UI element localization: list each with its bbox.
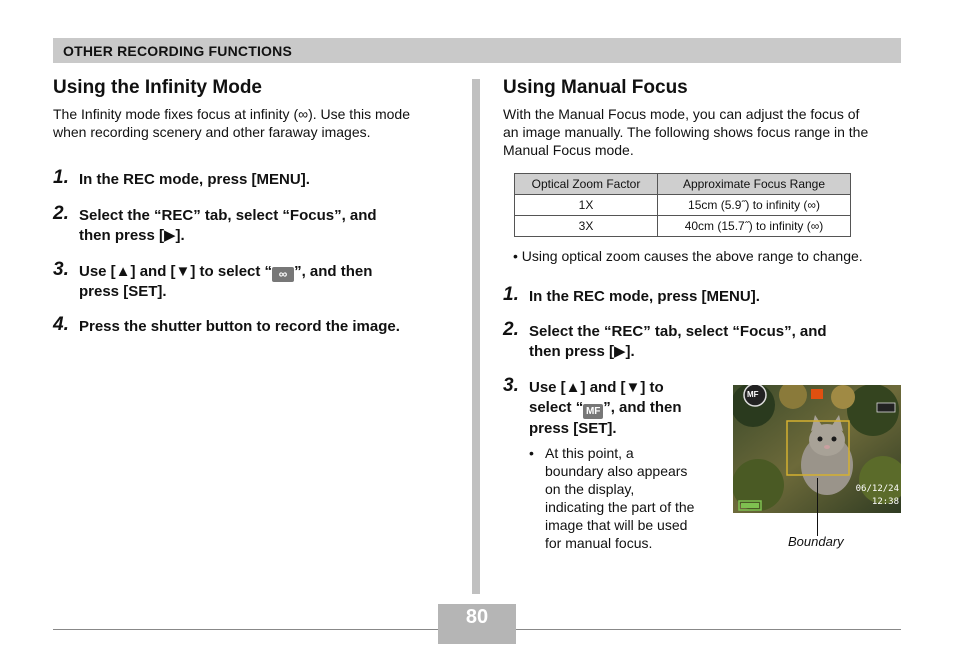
manual-step-3: 3. Use [▲] and [▼] to select “ MF ”, and then press [SET]. <box>503 375 682 437</box>
infinity-mode-section <box>53 76 453 335</box>
table-cell: 3X <box>515 216 658 237</box>
section-header-bar <box>53 38 901 63</box>
focus-range-table <box>514 173 851 237</box>
table-cell: 40cm (15.7˝) to infinity (∞) <box>658 216 851 237</box>
table-row <box>515 195 851 216</box>
infinity-mode-intro: The Infinity mode fixes focus at infinity (∞). Use this mode when recording scenery and other faraway images. <box>53 106 411 140</box>
manual-step-1: 1. In the REC mode, press [MENU]. <box>503 284 760 305</box>
table-row <box>515 216 851 237</box>
manual-focus-mode-icon: MF <box>583 404 603 419</box>
table-cell: 15cm (5.9˝) to infinity (∞) <box>658 195 851 216</box>
infinity-step-1: 1. In the REC mode, press [MENU]. <box>53 167 310 188</box>
screen-mode-label: MF <box>747 390 759 399</box>
boundary-callout-line <box>817 478 818 536</box>
table-header-row <box>515 174 851 195</box>
infinity-step-2: 2. Select the “REC” tab, select “Focus”, and then press [▶]. <box>53 203 377 244</box>
screen-time: 12:38 <box>871 497 899 507</box>
infinity-mode-icon: ∞ <box>272 267 294 282</box>
zoom-note: • Using optical zoom causes the above range to change. <box>513 248 863 264</box>
manual-step-2: 2. Select the “REC” tab, select “Focus”, and then press [▶]. <box>503 319 827 360</box>
page-number-box <box>438 604 516 644</box>
table-cell: 1X <box>515 195 658 216</box>
manual-focus-sub-bullet: • At this point, a boundary also appears on the display, indicating the part of the image that will be used for manual focus. <box>529 445 695 551</box>
screen-date: 06/12/24 <box>855 484 899 494</box>
page-number: 80 <box>465 606 489 628</box>
infinity-step-3: 3. Use [▲] and [▼] to select “ ∞ ”, and then press [SET]. <box>53 259 373 300</box>
manual-focus-heading: Using Manual Focus <box>503 77 688 98</box>
table-header-cell: Approximate Focus Range <box>658 174 851 195</box>
boundary-caption: Boundary <box>788 534 844 549</box>
manual-focus-intro: With the Manual Focus mode, you can adjust the focus of an image manually. The following shows focus range in the Manual Focus mode. <box>503 106 869 158</box>
table-header-cell: Optical Zoom Factor <box>515 174 658 195</box>
infinity-step-4: 4. Press the shutter button to record the image. <box>53 314 400 335</box>
section-title: OTHER RECORDING FUNCTIONS <box>63 43 292 59</box>
infinity-mode-heading: Using the Infinity Mode <box>53 77 262 98</box>
